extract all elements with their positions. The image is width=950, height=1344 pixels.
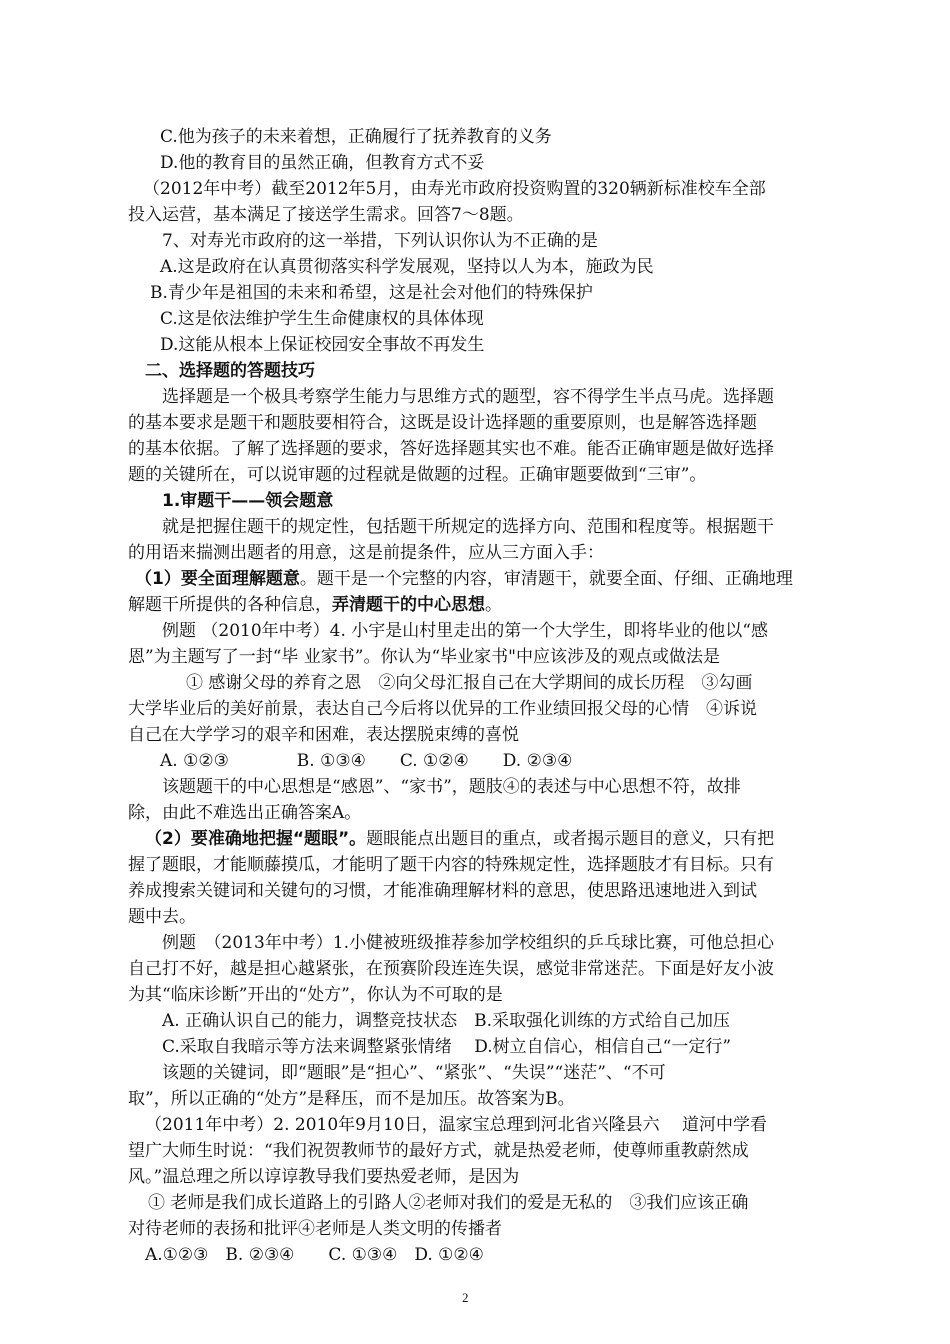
text-line — [145, 826, 774, 852]
text-line: 自己打不好，越是担心越紧张，在预赛阶段连连失误，感觉非常迷茫。下面是好友小波 — [128, 959, 774, 979]
text-line: 除，由此不难选出正确答案A。 — [128, 803, 362, 823]
text-line: 望广大师生时说：“我们祝贺教师节的最好方式，就是热爱老师，使尊师重教蔚然成 — [128, 1141, 749, 1161]
point-text: 题眼能点出题目的重点，或者揭示题目的意义，只有把 — [366, 829, 775, 849]
text-line: 恩”为主题写了一封“毕 业家书”。你认为“毕业家书"中应该涉及的观点或做法是 — [128, 647, 720, 667]
text-line: 题的关键所在，可以说审题的过程就是做题的过程。正确审题要做到“三审”。 — [128, 465, 707, 485]
point-title: （1）要全面理解题意 — [135, 569, 300, 589]
text-line: 取”，所以正确的“处方”是释压，而不是加压。故答案为B。 — [128, 1089, 575, 1109]
page-number: 2 — [462, 1290, 469, 1305]
text-line: D.这能从根本上保证校园安全事故不再发生 — [160, 335, 485, 355]
point-text: 解题干所提供的各种信息， — [128, 595, 332, 615]
point-title: （2）要准确地把握“题眼”。 — [145, 829, 367, 849]
answer-options: C.采取自我暗示等方法来调整紧张情绪 D.树立自信心，相信自己“一定行” — [162, 1037, 732, 1057]
text-line: 例题 （2010年中考）4. 小宇是山村里走出的第一个大学生，即将毕业的他以“感 — [162, 621, 768, 641]
text-line: 投入运营，基本满足了接送学生需求。回答7～8题。 — [128, 205, 524, 225]
text-line: 该题题干的中心思想是“感恩”、“家书”，题肢④的表述与中心思想不符，故排 — [162, 777, 741, 797]
text-line — [135, 566, 793, 592]
text-line: 就是把握住题干的规定性，包括题干所规定的选择方向、范围和程度等。根据题干 — [162, 517, 774, 537]
answer-options: A.①②③ B. ②③④ C. ①③④ D. ①②④ — [145, 1245, 484, 1265]
text-line: 例题 （2013年中考）1.小健被班级推荐参加学校组织的乒乓球比赛，可他总担心 — [162, 933, 774, 953]
emphasis-text: 弄清题干的中心思想 — [332, 595, 485, 615]
text-line: （2011年中考）2. 2010年9月10日，温家宝总理到河北省兴隆县六 道河中学看 — [145, 1115, 768, 1135]
text-line: 自己在大学学习的艰辛和困难，表达摆脱束缚的喜悦 — [128, 725, 519, 745]
text-line: 握了题眼，才能顺藤摸瓜，才能明了题干内容的特殊规定性，选择题肢才有目标。只有 — [128, 855, 774, 875]
text-line: 养成搜索关键词和关键句的习惯，才能准确理解材料的意思，使思路迅速地进入到试 — [128, 881, 757, 901]
point-text: 。 — [485, 595, 502, 615]
text-line: 的基本要求是题干和题肢要相符合，这既是设计选择题的重要原则，也是解答选择题 — [128, 413, 757, 433]
section-heading: 二、选择题的答题技巧 — [145, 361, 315, 381]
text-line: A.这是政府在认真贯彻落实科学发展观，坚持以人为本，施政为民 — [160, 257, 654, 277]
text-line: 7、对寿光市政府的这一举措，下列认识你认为不正确的是 — [162, 231, 598, 251]
text-line: 的用语来揣测出题者的用意，这是前提条件，应从三方面入手： — [128, 543, 604, 563]
text-line: C.这是依法维护学生生命健康权的具体体现 — [160, 309, 484, 329]
text-line: 风。”温总理之所以谆谆教导我们要热爱老师，是因为 — [128, 1167, 520, 1187]
text-line: D.他的教育目的虽然正确，但教育方式不妥 — [160, 153, 485, 173]
text-line: 该题的关键词，即“题眼”是“担心”、“紧张”、“失误”“迷茫”、“不可 — [162, 1063, 666, 1083]
text-line: B.青少年是祖国的未来和希望，这是社会对他们的特殊保护 — [150, 283, 593, 303]
text-line: 题中去。 — [128, 907, 196, 927]
text-line — [128, 592, 502, 618]
text-line: 对待老师的表扬和批评④老师是人类文明的传播者 — [128, 1219, 502, 1239]
text-line: C.他为孩子的未来着想，正确履行了抚养教育的义务 — [160, 127, 552, 147]
point-text: 。题干是一个完整的内容，审清题干，就要全面、仔细、正确地理 — [299, 569, 793, 589]
text-line: ① 感谢父母的养育之恩 ②向父母汇报自己在大学期间的成长历程 ③勾画 — [186, 673, 753, 693]
answer-options: A. ①②③ B. ①③④ C. ①②④ D. ②③④ — [160, 751, 573, 771]
subsection-heading: 1.审题干——领会题意 — [162, 491, 334, 511]
text-line: 选择题是一个极具考察学生能力与思维方式的题型，容不得学生半点马虎。选择题 — [162, 387, 774, 407]
text-line: （2012年中考）截至2012年5月，由寿光市政府投资购置的320辆新标准校车全部 — [143, 179, 766, 199]
text-line: 的基本依据。了解了选择题的要求，答好选择题其实也不难。能否正确审题是做好选择 — [128, 439, 774, 459]
text-line: 为其“临床诊断”开出的“处方”，你认为不可取的是 — [128, 985, 503, 1005]
text-line: 大学毕业后的美好前景，表达自己今后将以优异的工作业绩回报父母的心情 ④诉说 — [128, 699, 757, 719]
text-line: ① 老师是我们成长道路上的引路人②老师对我们的爱是无私的 ③我们应该正确 — [148, 1193, 749, 1213]
answer-options: A. 正确认识自己的能力，调整竞技状态 B.采取强化训练的方式给自己加压 — [162, 1011, 730, 1031]
